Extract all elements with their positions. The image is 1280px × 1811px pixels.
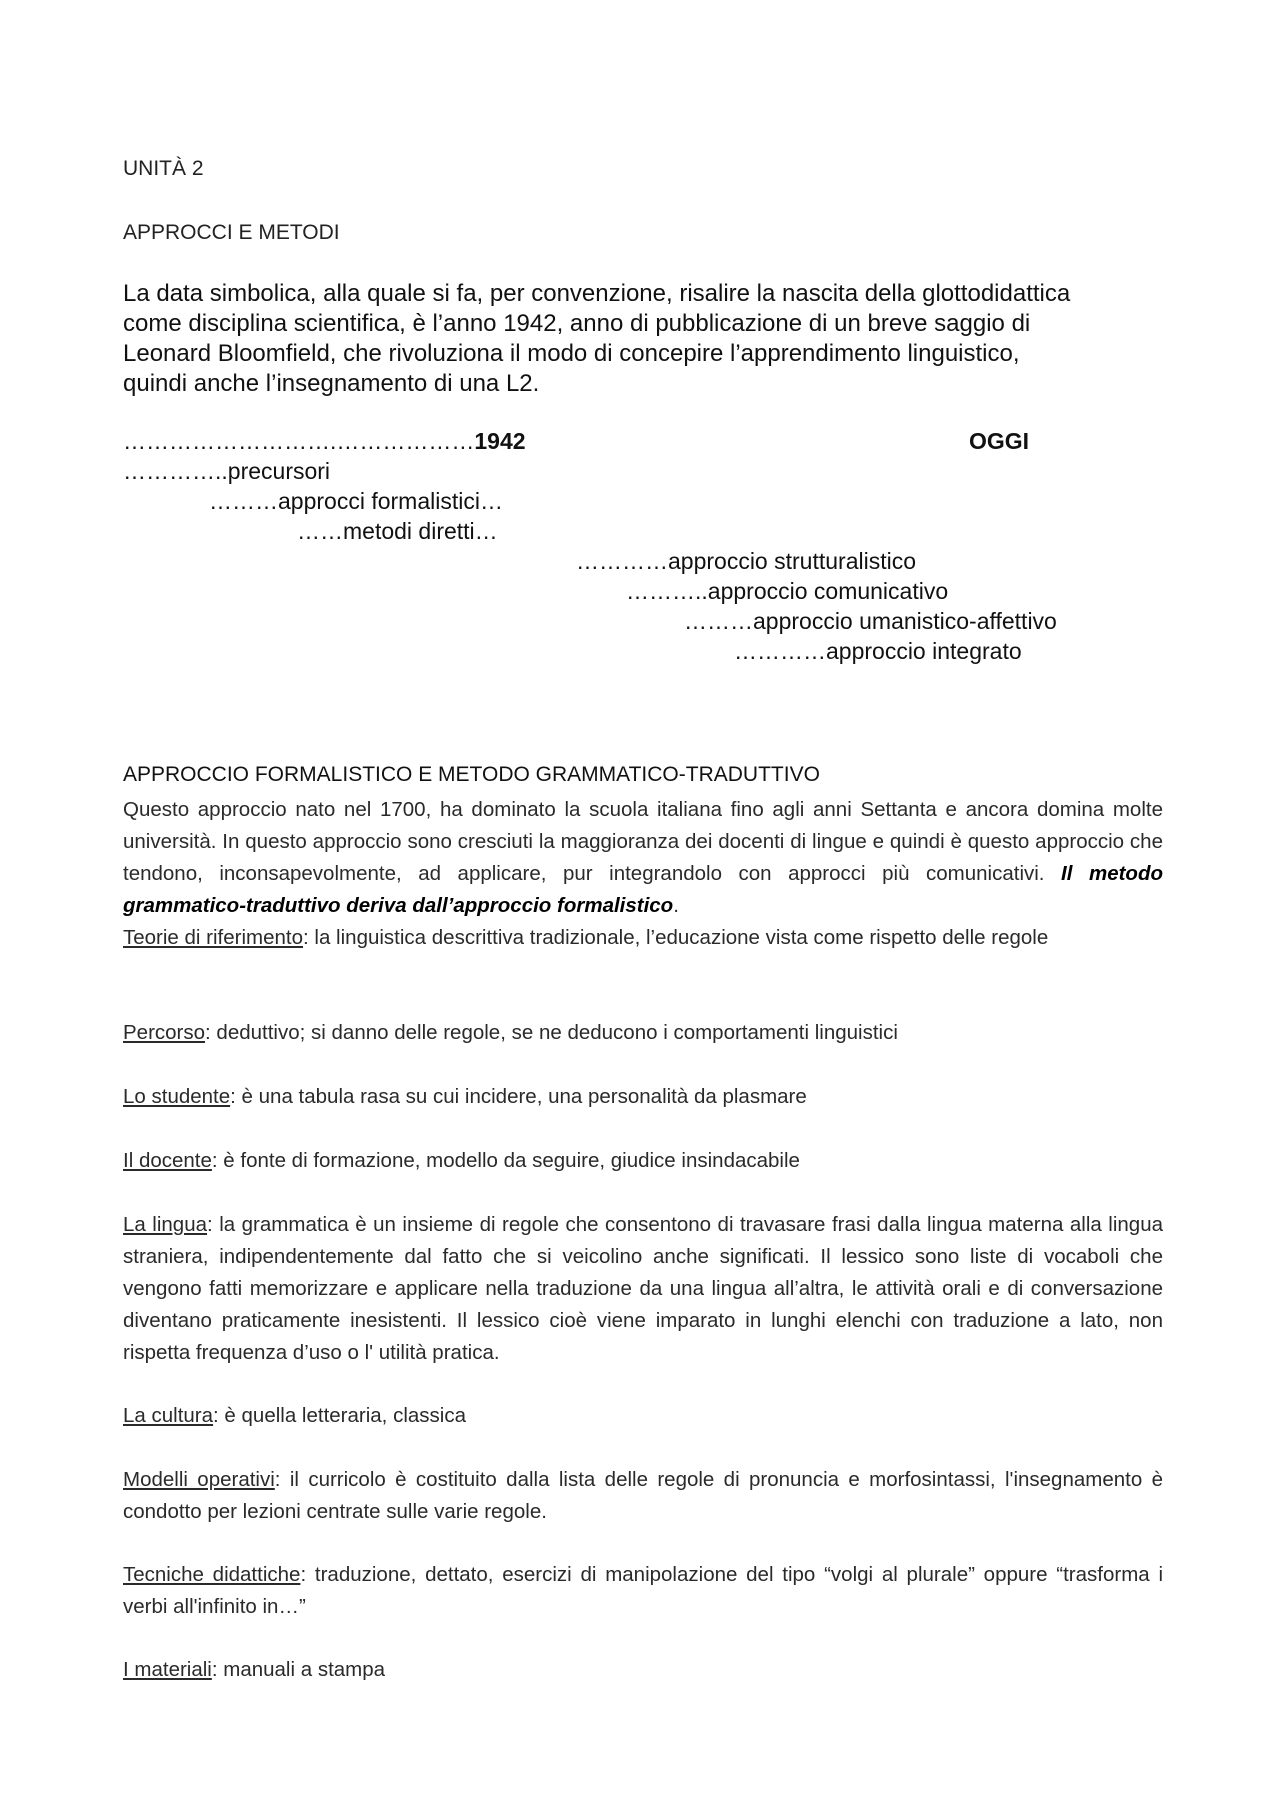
intro-line: quindi anche l’insegnamento di una L2.: [123, 370, 540, 397]
timeline-item: ………approccio umanistico-affettivo: [684, 608, 1057, 634]
section-lingua: La lingua: la grammatica è un insieme di regole che consentono di travasare frasi dalla lingua materna alla lingua straniera, indipendentemente dal fatto che si veicolino anche significati. Il lessico sono liste di vocaboli che vengono fatti memorizzare e applicare nella traduzione da una lingua all’altra, le attività orali e di conversazione diventano praticamente inesistenti. Il lessico cioè viene imparato in lunghi elenchi con traduzione a lato, non rispetta frequenza d’uso o l' utilità pratica.: [123, 1213, 1163, 1364]
section-materiali: I materiali: manuali a stampa: [123, 1658, 386, 1681]
section-modelli: Modelli operativi: il curricolo è costituito dalla lista delle regole di pronuncia e morfosintassi, l'insegnamento è condotto per lezioni centrate sulle varie regole.: [123, 1468, 1163, 1523]
timeline-item: ……metodi diretti…: [297, 518, 498, 544]
section-title: APPROCCI E METODI: [123, 221, 340, 244]
intro-line: Leonard Bloomfield, che rivoluziona il modo di concepire l’apprendimento linguistico,: [123, 340, 1020, 367]
intro-paragraph: [123, 279, 1173, 399]
timeline-start-year: 1942: [474, 428, 526, 454]
timeline-item: ………approcci formalistici…: [209, 488, 503, 514]
intro-line: La data simbolica, alla quale si fa, per convenzione, risalire la nascita della glottodidattica: [123, 280, 1071, 307]
timeline-end-label: OGGI: [969, 428, 1030, 454]
timeline-start: [123, 428, 526, 455]
section-tecniche: Tecniche didattiche: traduzione, dettato, esercizi di manipolazione del tipo “volgi al plurale” oppure “trasforma i verbi all'infinito in…”: [123, 1563, 1163, 1618]
section-studente: Lo studente: è una tabula rasa su cui incidere, una personalità da plasmare: [123, 1085, 807, 1108]
timeline-dots: ……………………….………………: [123, 428, 475, 454]
timeline-item: …………approccio strutturalistico: [576, 548, 916, 574]
intro-line: come disciplina scientifica, è l’anno 1942, anno di pubblicazione di un breve saggio di: [123, 310, 1031, 337]
approach-emphasis: Il metodo grammatico-traduttivo deriva dall’approccio formalistico: [123, 862, 1163, 917]
unit-title: UNITÀ 2: [123, 157, 204, 180]
section-percorso: Percorso: deduttivo; si danno delle regole, se ne deducono i comportamenti linguistici: [123, 1021, 898, 1044]
approach-heading: APPROCCIO FORMALISTICO E METODO GRAMMATICO-TRADUTTIVO: [123, 763, 820, 786]
section-docente: Il docente: è fonte di formazione, modello da seguire, giudice insindacabile: [123, 1149, 800, 1172]
timeline-item: …………..precursori: [123, 458, 331, 484]
approach-intro: Questo approccio nato nel 1700, ha dominato la scuola italiana fino agli anni Settanta e ancora domina molte università. In questo approccio sono cresciuti la maggioranza dei docenti di lingue e quindi è questo approccio che tendono, inconsapevolmente, ad applicare, pur integrandolo con approcci più comunicativi. Il metodo grammatico-traduttivo deriva dall’approccio formalistico.: [123, 798, 1163, 917]
timeline-item: …………approccio integrato: [734, 638, 1022, 664]
timeline-item: ………..approccio comunicativo: [626, 578, 949, 604]
section-cultura: La cultura: è quella letteraria, classica: [123, 1404, 466, 1427]
section-teorie: Teorie di riferimento: la linguistica descrittiva tradizionale, l’educazione vista come rispetto delle regole: [123, 926, 1049, 949]
